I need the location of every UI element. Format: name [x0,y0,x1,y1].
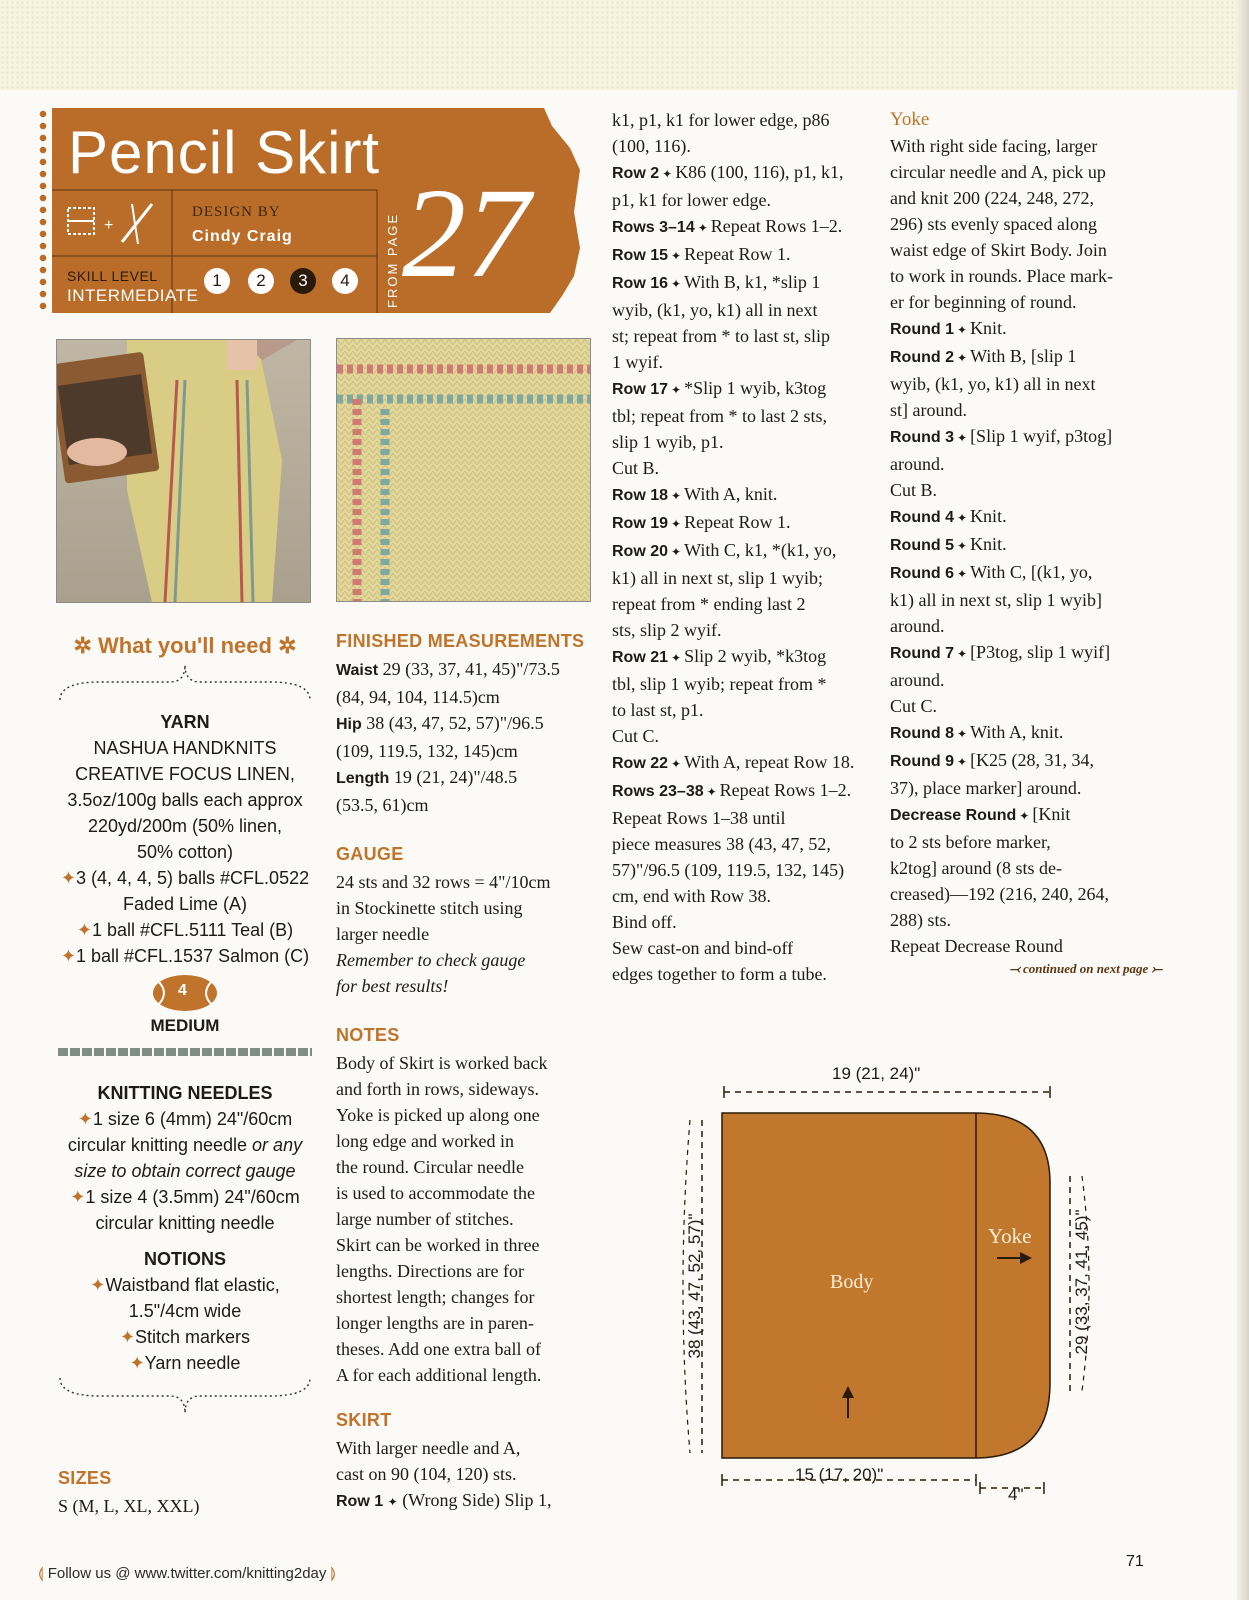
skirt-instruction-line [612,723,880,749]
notes-line: long edge and worked in [336,1131,514,1151]
yoke-instruction-step-text: circular needle and A, pick up [890,162,1106,182]
yarn-weight-number: 4 [178,982,187,999]
yoke-instruction-line [890,397,1162,423]
skirt-instruction-line [612,857,880,883]
yoke-instruction-step-text: Repeat Decrease Round [890,936,1063,956]
bottom-dimension: 15 (17, 20)" [795,1465,884,1484]
needle-1-line-3: size to obtain correct gauge [74,1161,296,1181]
skirt-instruction-step-text: sts, slip 2 wyif. [612,620,722,640]
skirt-instruction-line [612,671,880,697]
hip-value-cm: (109, 119.5, 132, 145)cm [336,741,518,761]
yoke-label: Yoke [988,1224,1032,1248]
designer-name: Cindy Craig [192,228,293,245]
yoke-instruction-step-text: 288) sts. [890,910,952,930]
stitch-detail-photo [336,338,591,602]
schematic-drawing [670,1058,1110,1498]
notes-line: Skirt can be worked in three [336,1235,540,1255]
yoke-instruction-line [890,211,1162,237]
gauge-line-1: 24 sts and 32 rows = 4"/10cm [336,872,551,892]
bullet-icon: ✦ [668,383,685,397]
yoke-instruction-line [890,587,1162,613]
bullet-icon: ✦ [668,651,685,665]
skirt-instruction-step-text: (100, 116). [612,136,691,156]
bullet-icon: ✦ [954,431,971,445]
yoke-instruction-step-label: Round 3 [890,429,954,446]
yoke-instruction-step-text: [Slip 1 wyif, p3tog] [970,426,1113,446]
pattern-title: Pencil Skirt [68,119,381,186]
yoke-instruction-line [890,503,1162,531]
yarn-desc-line-2: 220yd/200m (50% linen, [87,816,283,836]
skirt-instruction-line [612,697,880,723]
yoke-instruction-step-text: to 2 sts before marker, [890,832,1051,852]
yoke-instruction-line [890,933,1162,959]
skill-level-value: INTERMEDIATE [67,286,199,305]
skirt-instruction-line [612,481,880,509]
page-binding-edge [1237,0,1249,1600]
skirt-instruction-line [612,159,880,187]
yoke-instruction-line [890,289,1162,315]
yoke-instruction-step-text: [Knit [1032,804,1071,824]
yoke-instruction-line [890,881,1162,907]
skirt-heading: SKIRT [336,1410,392,1430]
curl-right-icon: ⤚ [1148,961,1162,976]
bullet-icon: ✦ [668,489,685,503]
yoke-instruction-line [890,747,1162,775]
bullet-icon: ✦ [954,539,971,553]
skirt-instruction-step-label: Row 18 [612,487,669,504]
length-label: Length [336,770,390,787]
yarn-desc-line-3: 50% cotton) [136,842,234,862]
skirt-instruction-step-text: k1) all in next st, slip 1 wyib; [612,568,823,588]
yoke-instruction-line [890,855,1162,881]
skirt-instruction-line [612,297,880,323]
skirt-instruction-line [612,375,880,403]
bullet-icon: ✦ [954,511,971,525]
skirt-instruction-line [612,909,880,935]
skirt-instruction-step-text: 1 wyif. [612,352,663,372]
body-label: Body [830,1271,874,1293]
notions-heading: NOTIONS [143,1249,226,1269]
yoke-instruction-line [890,907,1162,933]
skirt-instruction-line [612,805,880,831]
row-1-label: Row 1 [336,1493,384,1510]
star-icon: ✲ [73,633,99,658]
skirt-instruction-step-text: With A, repeat Row 18. [684,752,855,772]
skirt-instruction-step-text: Repeat Rows 1–2. [719,780,852,800]
yarn-heading: YARN [160,712,210,732]
needles-heading: KNITTING NEEDLES [97,1083,273,1103]
skirt-instruction-step-text: wyib, (k1, yo, k1) all in next [612,300,818,320]
yoke-instruction-step-text: With right side facing, larger [890,136,1098,156]
notes-line: lengths. Directions are for [336,1261,524,1281]
yoke-instruction-line [890,315,1162,343]
notes-heading: NOTES [336,1025,400,1045]
sizes-section [58,1468,328,1519]
skirt-instruction-line [612,323,880,349]
notes-line: longer lengths are in paren- [336,1313,534,1333]
skirt-instruction-line [612,537,880,565]
yoke-instruction-line [890,613,1162,639]
yoke-instruction-step-text: st] around. [890,400,967,420]
needle-1-line-1: ✦1 size 6 (4mm) 24"/60cm [77,1109,293,1129]
skirt-instruction-line [612,241,880,269]
curl-left-icon: ⟬ [38,1565,48,1582]
notion-3: ✦Yarn needle [129,1353,241,1373]
bullet-icon: ✦ [954,755,971,769]
bullet-icon: ✦ [668,517,685,531]
row-1-text: (Wrong Side) Slip 1, [402,1490,552,1510]
yoke-heading: Yoke [890,109,930,130]
bracket-divider-top [40,660,330,702]
bracket-divider-bottom [40,1376,330,1416]
yoke-width-dimension: 4" [1008,1485,1024,1504]
yoke-instruction-step-text: Cut B. [890,480,938,500]
gauge-line-5: for best results! [336,976,449,996]
skirt-instruction-step-text: 57)"/96.5 (109, 119.5, 132, 145) [612,860,845,880]
yoke-instruction-line [890,451,1162,477]
finished-measurements-heading: FINISHED MEASUREMENTS [336,631,585,651]
gauge-line-3: larger needle [336,924,430,944]
yoke-instruction-line [890,343,1162,371]
yoke-instruction-step-text: waist edge of Skirt Body. Join [890,240,1107,260]
yoke-instruction-line [890,133,1162,159]
yoke-instruction-step-label: Round 8 [890,725,954,742]
skirt-instruction-step-text: to last st, p1. [612,700,704,720]
skirt-line-1: With larger needle and A, [336,1438,521,1458]
svg-text:+: + [104,217,114,234]
skirt-instruction-line [612,349,880,375]
skirt-instruction-step-label: Rows 3–14 [612,219,695,236]
bullet-icon: ✦ [76,920,92,940]
skirt-instruction-step-label: Row 17 [612,381,669,398]
notes-line: and forth in rows, sideways. [336,1079,539,1099]
skirt-line-2: cast on 90 (104, 120) sts. [336,1464,517,1484]
bullet-icon: ✦ [129,1353,145,1373]
yoke-instruction-line [890,531,1162,559]
design-by-label: DESIGN BY [192,204,281,220]
waist-label: Waist [336,662,379,679]
notion-1-line-2: 1.5"/4cm wide [128,1301,242,1321]
needle-1-line-2: circular knitting needle or any [67,1135,303,1155]
bullet-icon: ✦ [60,946,76,966]
notes-body [336,1050,598,1388]
skirt-instruction-step-text: st; repeat from * to last st, slip [612,326,830,346]
yoke-instruction-line [890,829,1162,855]
notes-line: large number of stitches. [336,1209,514,1229]
skirt-instruction-step-text: With C, k1, *(k1, yo, [684,540,837,560]
footer [38,1565,336,1582]
needle-2-line-1: ✦1 size 4 (3.5mm) 24"/60cm [70,1187,300,1207]
waist-value-cm: (84, 94, 104, 114.5)cm [336,687,500,707]
bullet-icon: ✦ [954,323,971,337]
yoke-instruction-step-label: Round 9 [890,753,954,770]
yoke-instruction-step-text: creased)—192 (216, 240, 264, [890,884,1109,904]
skirt-instruction-line [612,509,880,537]
yoke-instruction-line [890,639,1162,667]
what-you-need-heading: ✲ What you'll need ✲ [73,633,297,658]
yoke-instruction-step-label: Round 1 [890,321,954,338]
skirt-instruction-step-text: Slip 2 wyib, *k3tog [684,646,827,666]
star-icon: ✲ [271,633,297,658]
skirt-instruction-line [612,749,880,777]
yoke-instruction-step-text: Knit. [970,506,1007,526]
skirt-instruction-step-text: Repeat Row 1. [684,512,791,532]
bullet-icon: ✦ [77,1109,93,1129]
yoke-instruction-step-label: Round 2 [890,349,954,366]
length-value: 19 (21, 24)"/48.5 [393,767,518,787]
skirt-instruction-step-text: slip 1 wyib, p1. [612,432,724,452]
skirt-instruction-step-text: With A, knit. [684,484,778,504]
yoke-instruction-step-label: Round 5 [890,537,954,554]
what-you-need-section [40,632,330,1423]
yarn-name-line-2: CREATIVE FOCUS LINEN, [75,764,295,784]
skirt-instruction-line [612,213,880,241]
skirt-instruction-step-text: tbl, slip 1 wyib; repeat from * [612,674,827,694]
skirt-instruction-line [612,643,880,671]
yoke-body [890,133,1162,959]
skirt-instruction-step-label: Row 16 [612,275,669,292]
column-yoke-instructions [890,107,1162,977]
right-dimension: 29 (33, 37, 41, 45)" [1072,1209,1091,1355]
skirt-instruction-line [612,831,880,857]
skirt-instruction-step-label: Row 20 [612,543,669,560]
from-page-number: 27 [402,162,530,304]
skirt-instruction-line [612,403,880,429]
title-banner [52,108,592,313]
bullet-icon: ✦ [90,1275,106,1295]
skirt-instruction-line [612,455,880,481]
bullet-icon: ✦ [668,277,685,291]
skirt-instruction-step-text: Cut B. [612,458,660,478]
yoke-instruction-line [890,775,1162,801]
bullet-icon: ✦ [954,727,971,741]
bullet-icon: ✦ [668,249,685,263]
skirt-instruction-line [612,935,880,961]
skirt-instruction-line [612,961,880,987]
footer-text[interactable]: Follow us @ www.twitter.com/knitting2day [47,1565,327,1582]
skirt-instruction-step-text: repeat from * ending last 2 [612,594,806,614]
skirt-instruction-step-text: Repeat Rows 1–2. [710,216,843,236]
skirt-instruction-step-label: Rows 23–38 [612,783,704,800]
skirt-schematic [670,1058,1110,1504]
column-measurements: FINISHED MEASUREMENTS Waist 29 (33, 37, 41, 45)"/73.5 (84, 94, 104, 114.5)cm Hip 38 (43, 47, 52, 57)"/96.5 (109, 119.5, 132, 145)cm Length 19 (21, 24)"/48.5 (53.5, 61)cm GAUGE 24 sts and 32 rows = 4"/10cm in Stockinette stitch using larger needle Remember to check gauge for best results! NOTES Body of Skirt is worked back and forth in rows, sideways. Yoke is picked up along one long edge and worked in the round. Circular needle is used to accommodate the large number of stitches. Skirt can be worked in three lengths. Directions are for shortest length; changes for longer lengths are in paren- theses. Add one extra ball of A for each additional length. SKIRT With larger needle and A, cast on 90 (104, 120) sts. Row 1 ✦ (Wrong Side) Slip 1, [336,631,598,1515]
yoke-instruction-line [890,693,1162,719]
yoke-instruction-line [890,263,1162,289]
skirt-instruction-step-text: cm, end with Row 38. [612,886,771,906]
yarn-weight-icon [40,973,330,1013]
skill-dot-4: 4 [332,268,358,294]
skirt-instruction-step-text: Sew cast-on and bind-off [612,938,794,958]
needle-2-line-2: circular knitting needle [95,1213,275,1233]
gauge-heading: GAUGE [336,844,404,864]
skirt-instruction-line [612,187,880,213]
yoke-instruction-line [890,801,1162,829]
skirt-instruction-step-text: Bind off. [612,912,677,932]
skirt-instruction-step-text: K86 (100, 116), p1, k1, [675,162,844,182]
yoke-instruction-line [890,559,1162,587]
yoke-instruction-step-text: k2tog] around (8 sts de- [890,858,1062,878]
skirt-instruction-step-text: Cut C. [612,726,660,746]
skirt-instruction-step-text: tbl; repeat from * to last 2 sts, [612,406,827,426]
left-dimension: 38 (43, 47, 52, 57)" [685,1213,704,1359]
gauge-line-4: Remember to check gauge [336,950,526,970]
notes-line: A for each additional length. [336,1365,542,1385]
bullet-icon: ✦ [703,785,720,799]
skirt-instruction-line [612,591,880,617]
waist-value: 29 (33, 37, 41, 45)"/73.5 [382,659,560,679]
yoke-instruction-step-label: Round 7 [890,645,954,662]
yoke-instruction-step-text: around. [890,454,945,474]
skill-dot-1: 1 [204,268,230,294]
yarn-item-1-color: Faded Lime (A) [122,894,248,914]
bullet-icon: ✦ [954,351,971,365]
yoke-instruction-step-label: Round 6 [890,565,954,582]
yoke-instruction-step-text: around. [890,616,945,636]
notes-line: is used to accommodate the [336,1183,535,1203]
yoke-instruction-step-text: Knit. [970,318,1007,338]
bullet-icon: ✦ [70,1187,86,1207]
skirt-photo [56,339,311,603]
yoke-instruction-line [890,719,1162,747]
bullet-icon: ✦ [694,221,711,235]
skirt-instruction-step-text: piece measures 38 (43, 47, 52, [612,834,831,854]
yoke-instruction-step-text: around. [890,670,945,690]
bullet-icon: ✦ [668,757,685,771]
notes-line: shortest length; changes for [336,1287,535,1307]
skirt-instruction-line [612,269,880,297]
skirt-instruction-line [612,107,880,133]
yoke-instruction-step-text: 296) sts evenly spaced along [890,214,1097,234]
yoke-instruction-step-text: Cut C. [890,696,938,716]
skirt-instruction-step-label: Row 19 [612,515,669,532]
skirt-instruction-step-text: edges together to form a tube. [612,964,827,984]
skill-dot-2: 2 [248,268,274,294]
skill-level-label: SKILL LEVEL [67,268,158,284]
bullet-icon: ✦ [668,545,685,559]
skirt-instruction-line [612,883,880,909]
yarn-desc-line-1: 3.5oz/100g balls each approx [67,790,303,810]
yoke-instruction-step-text: wyib, (k1, yo, k1) all in next [890,374,1096,394]
yoke-instruction-step-text: k1) all in next st, slip 1 wyib] [890,590,1102,610]
yoke-instruction-step-text: er for beginning of round. [890,292,1077,312]
skirt-instruction-step-text: *Slip 1 wyib, k3tog [684,378,827,398]
bullet-icon: ✦ [954,567,971,581]
notes-line: Body of Skirt is worked back [336,1053,548,1073]
skirt-instruction-line [612,133,880,159]
yoke-instruction-step-text: and knit 200 (224, 248, 272, [890,188,1094,208]
bullet-icon: ✦ [659,167,676,181]
banner-stitch-edge [38,108,48,313]
curl-left-icon: ⤙ [1009,961,1024,976]
yoke-instruction-step-text: to work in rounds. Place mark- [890,266,1113,286]
bullet-icon: ✦ [1016,809,1033,823]
notion-2: ✦Stitch markers [119,1327,251,1347]
yoke-instruction-step-text: With C, [(k1, yo, [970,562,1093,582]
skirt-instruction-step-label: Row 22 [612,755,669,772]
gauge-line-2: in Stockinette stitch using [336,898,523,918]
bullet-icon: ✦ [954,647,971,661]
hip-label: Hip [336,716,362,733]
skirt-instruction-line [612,565,880,591]
top-dimension: 19 (21, 24)" [832,1064,921,1083]
page-number: 71 [1126,1553,1144,1570]
from-page-label: FROM PAGE [385,212,400,308]
skirt-instruction-step-label: Row 2 [612,165,660,182]
yarn-name-line-1: NASHUA HANDKNITS [93,738,277,758]
skirt-instruction-step-text: k1, p1, k1 for lower edge, p86 [612,110,830,130]
curl-right-icon: ⟭ [326,1565,337,1582]
skirt-instruction-line [612,777,880,805]
yoke-instruction-line [890,667,1162,693]
skirt-instruction-line [612,617,880,643]
page-top-texture [0,0,1249,90]
yoke-instruction-line [890,159,1162,185]
yoke-instruction-step-text: With B, [slip 1 [970,346,1077,366]
skirt-instruction-step-text: With B, k1, *slip 1 [684,272,821,292]
yoke-instruction-step-text: [P3tog, slip 1 wyif] [970,642,1111,662]
yoke-instruction-step-text: 37), place marker] around. [890,778,1082,798]
yoke-instruction-line [890,477,1162,503]
yarn-item-3: ✦1 ball #CFL.1537 Salmon (C) [60,946,310,966]
bullet-icon: ✦ [60,868,76,888]
yoke-instruction-line [890,423,1162,451]
notion-1-line-1: ✦Waistband flat elastic, [90,1275,280,1295]
column-skirt-instructions [612,107,880,987]
notes-line: the round. Circular needle [336,1157,524,1177]
yarn-item-2: ✦1 ball #CFL.5111 Teal (B) [76,920,294,940]
length-value-cm: (53.5, 61)cm [336,795,429,815]
notes-line: theses. Add one extra ball of [336,1339,541,1359]
cable-divider [40,1039,330,1065]
yoke-instruction-line [890,371,1162,397]
skirt-instruction-step-label: Row 15 [612,247,669,264]
continued-note: ⤙ continued on next page ⤚ [1009,961,1162,976]
skirt-instruction-step-text: Repeat Row 1. [684,244,791,264]
bullet-icon: ✦ [119,1327,136,1347]
yoke-instruction-step-text: With A, knit. [970,722,1064,742]
yoke-instruction-step-text: [K25 (28, 31, 34, [970,750,1095,770]
sizes-value: S (M, L, XL, XXL) [58,1496,200,1516]
yoke-instruction-step-label: Round 4 [890,509,954,526]
yoke-instruction-line [890,185,1162,211]
skill-dot-3: 3 [290,268,316,294]
notes-line: Yoke is picked up along one [336,1105,540,1125]
yoke-instruction-step-text: Knit. [970,534,1007,554]
yarn-weight-label: MEDIUM [150,1016,220,1035]
skirt-instruction-line [612,429,880,455]
skirt-instruction-step-text: p1, k1 for lower edge. [612,190,771,210]
skirt-instruction-step-label: Row 21 [612,649,669,666]
hip-value: 38 (43, 47, 52, 57)"/96.5 [366,713,544,733]
skirt-instruction-step-text: Repeat Rows 1–38 until [612,808,786,828]
yoke-instruction-line [890,237,1162,263]
sizes-heading: SIZES [58,1468,112,1488]
yoke-instruction-step-label: Decrease Round [890,807,1017,824]
yarn-item-1: ✦3 (4, 4, 4, 5) balls #CFL.0522 [60,868,310,888]
